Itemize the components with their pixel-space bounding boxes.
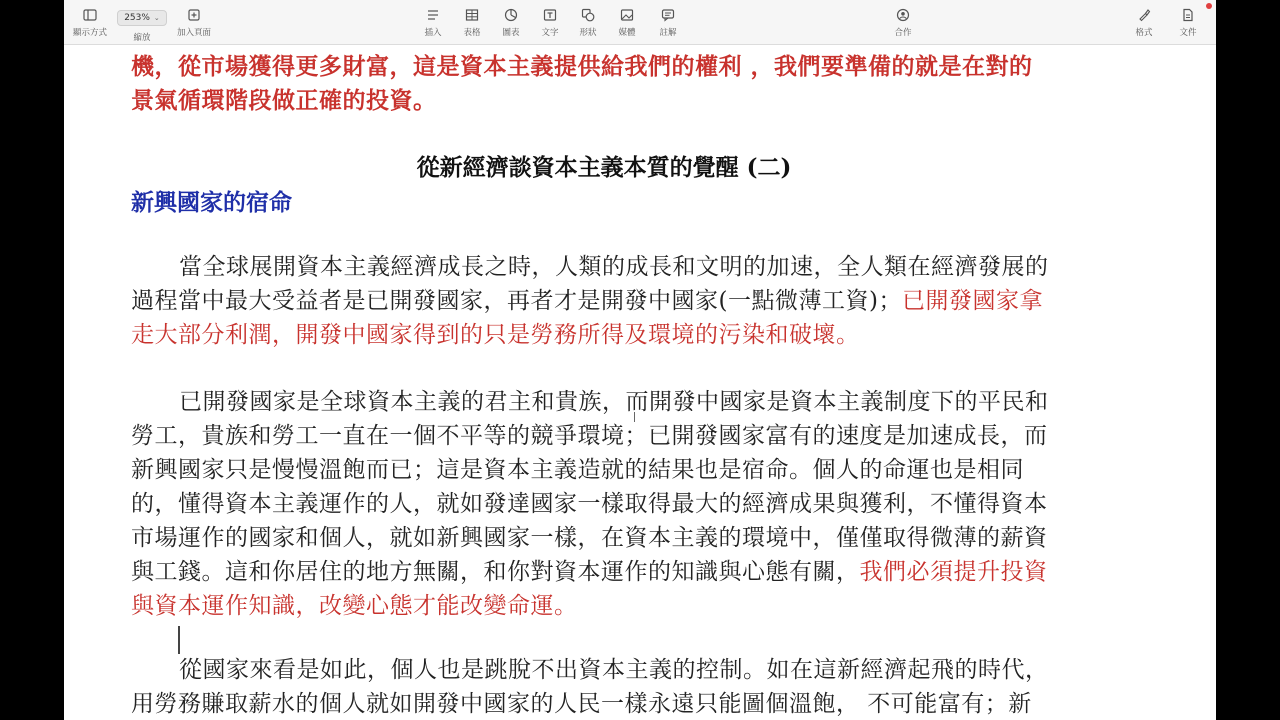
text-line: 當全球展開資本主義經濟成長之時，人類的成長和文明的加速，全人類在經濟發展的 xyxy=(179,254,1049,280)
text-line: 走大部分利潤，開發中國家得到的只是勞務所得及環境的污染和破壞。 xyxy=(131,322,860,348)
text-line: 已開發國家是全球資本主義的君主和貴族，而開發中國家是資本主義制度下的平民和 xyxy=(179,389,1049,415)
document-icon xyxy=(1180,8,1196,22)
add-page-icon xyxy=(186,8,202,22)
notification-dot xyxy=(1206,3,1212,9)
text-line: 勞工，貴族和勞工一直在一個不平等的競爭環境；已開發國家富有的速度是加速成長，而 xyxy=(131,423,1048,449)
zoom-value: 253% xyxy=(124,13,150,23)
text-line: 機，從市場獲得更多財富，這是資本主義提供給我們的權利 ，我們要準備的就是在對的 xyxy=(131,53,1033,80)
document-window xyxy=(64,0,1216,720)
document-label: 文件 xyxy=(1179,28,1197,38)
chart-label: 圖表 xyxy=(502,28,520,38)
insert-icon xyxy=(425,8,441,22)
zoom-select[interactable] xyxy=(117,10,167,26)
table-icon xyxy=(464,8,480,22)
add-page-button[interactable] xyxy=(170,8,218,38)
text-line: 市場運作的國家和個人，就如新興國家一樣，在資本主義的環境中，僅僅取得微薄的薪資 xyxy=(131,525,1048,551)
collaborate-button[interactable] xyxy=(879,8,927,38)
text-box-icon xyxy=(542,8,558,22)
paragraph-2 xyxy=(131,385,1079,623)
photo-icon xyxy=(619,8,635,22)
zoom-label: 縮放 xyxy=(133,33,151,43)
section-subtitle: 新興國家的宿命 xyxy=(131,189,292,216)
view-label: 顯示方式 xyxy=(72,28,107,38)
sidebar-icon xyxy=(82,8,98,22)
text-line: 與資本運作知識，改變心態才能改變命運。 xyxy=(131,593,578,619)
paintbrush-icon xyxy=(1136,8,1152,22)
text-label: 文字 xyxy=(541,28,559,38)
highlight-span: 我們必須提升投資 xyxy=(859,559,1048,585)
format-button[interactable] xyxy=(1120,8,1168,38)
comment-label: 註解 xyxy=(659,28,677,38)
document-page[interactable] xyxy=(64,46,1216,720)
comment-button[interactable] xyxy=(644,8,692,38)
view-button[interactable] xyxy=(66,8,114,38)
ibeam-cursor xyxy=(634,412,640,422)
text-line xyxy=(131,284,1079,318)
chevron-down-icon: ⌄ xyxy=(153,14,160,22)
highlight-span: 已開發國家拿 xyxy=(901,288,1043,314)
section-title: 從新經濟談資本主義本質的覺醒 (二) xyxy=(416,154,792,181)
paragraph-intro xyxy=(131,50,1079,118)
text-span: 過程當中最大受益者是已開發國家，再者才是開發中國家(一點微薄工資)； xyxy=(131,288,902,314)
insert-label: 插入 xyxy=(424,28,442,38)
table-label: 表格 xyxy=(463,28,481,38)
text-span: 與工錢。這和你居住的地方無關，和你對資本運作的知識與心態有關， xyxy=(131,559,860,585)
text-line: 新興國家只是慢慢溫飽而已；這是資本主義造就的結果也是宿命。個人的命運也是相同 xyxy=(131,457,1024,483)
paragraph-3 xyxy=(131,653,1079,720)
comment-icon xyxy=(660,8,676,22)
text-line: 景氣循環階段做正確的投資。 xyxy=(131,87,437,114)
text-line xyxy=(131,555,1079,589)
text-line: 用勞務賺取薪水的個人就如開發中國家的人民一樣永遠只能圖個溫飽， 不可能富有；新 xyxy=(131,691,1032,717)
text-line: 從國家來看是如此，個人也是跳脫不出資本主義的控制。如在這新經濟起飛的時代， xyxy=(179,657,1049,683)
add-page-label: 加入頁面 xyxy=(176,28,211,38)
collaborate-label: 合作 xyxy=(894,28,912,38)
text-line: 的，懂得資本主義運作的人，就如發達國家一樣取得最大的經濟成果與獲利，不懂得資本 xyxy=(131,491,1048,517)
shape-label: 形狀 xyxy=(579,28,597,38)
format-label: 格式 xyxy=(1135,28,1153,38)
document-button[interactable] xyxy=(1164,8,1212,38)
media-label: 媒體 xyxy=(618,28,636,38)
paragraph-1 xyxy=(131,250,1079,352)
collaborate-icon xyxy=(895,8,911,22)
text-caret xyxy=(178,626,180,654)
chart-icon xyxy=(503,8,519,22)
shape-icon xyxy=(580,8,596,22)
toolbar xyxy=(64,0,1216,45)
